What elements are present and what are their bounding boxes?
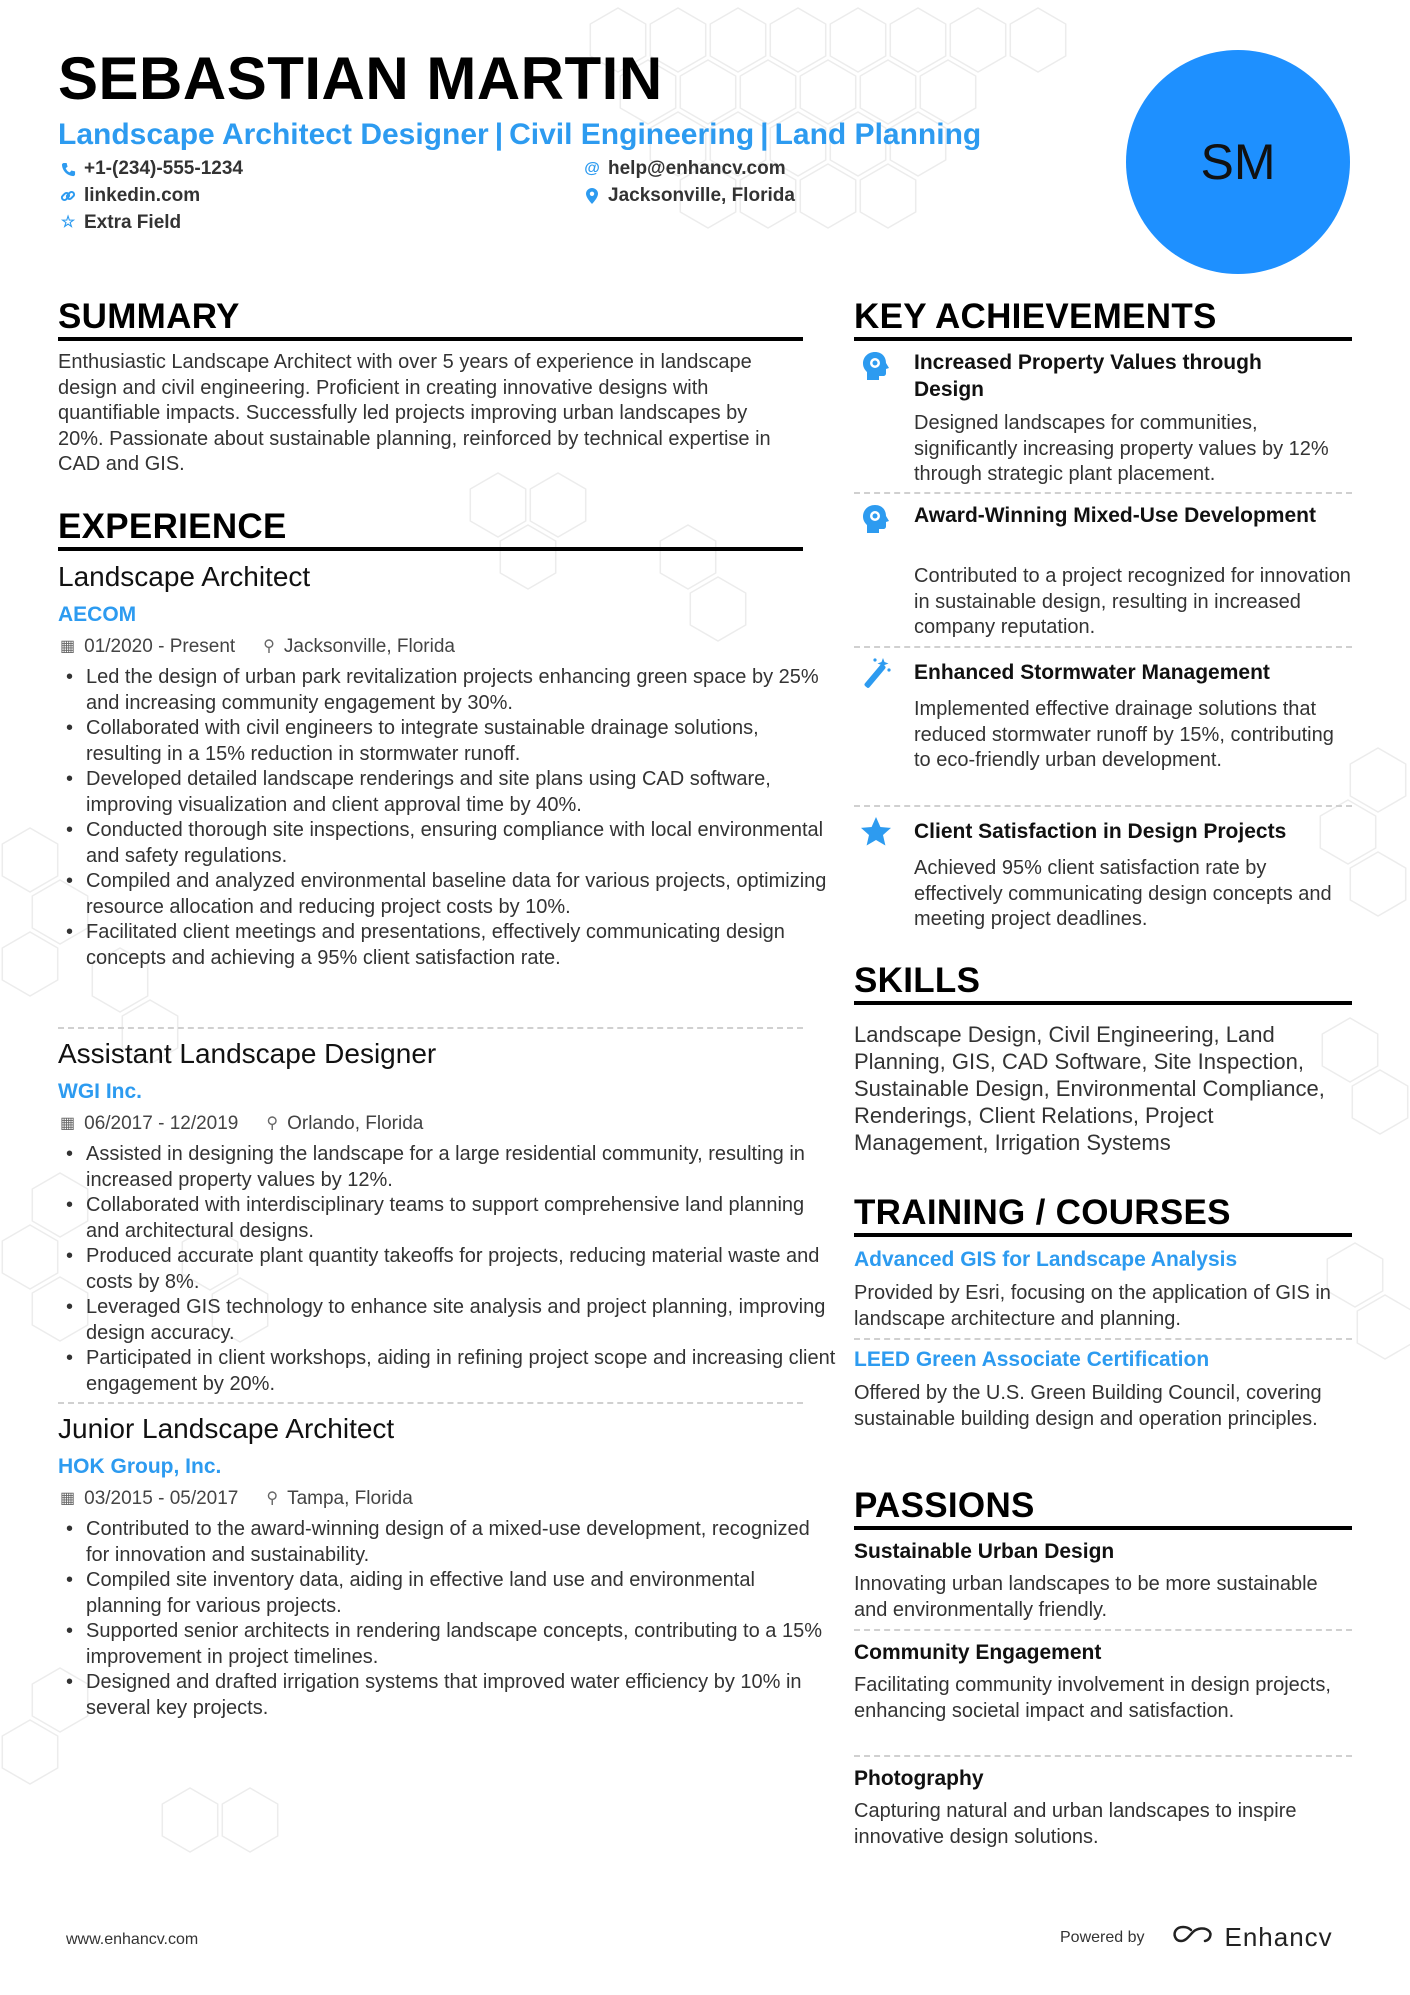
contact-extra (60, 211, 181, 235)
job-bullets (58, 1517, 836, 1721)
headline-role: Landscape Architect Designer (58, 118, 489, 151)
skills-heading: SKILLS (854, 961, 981, 1000)
job-bullets (58, 665, 836, 971)
entry-divider (854, 492, 1352, 494)
list-item: • Collaborated with interdisciplinary teams to support comprehensive land planning and architectural designs. (86, 1193, 836, 1244)
headline-field: Civil Engineering (509, 118, 755, 151)
passion-title: Sustainable Urban Design (854, 1540, 1115, 1563)
list-item: • Facilitated client meetings and presentations, effectively communicating design concepts and achieving a 95% client satisfaction rate. (86, 920, 836, 971)
job-bullets (58, 1142, 836, 1397)
extra-field-text: Extra Field (84, 212, 182, 233)
map-pin-icon: ⚲ (266, 1115, 279, 1132)
company-name[interactable]: HOK Group, Inc. (58, 1455, 222, 1478)
candidate-name: SEBASTIAN MARTIN (58, 45, 663, 112)
achievement-text: Contributed to a project recognized for innovation in sustainable design, resulting in increased company reputation. (914, 565, 1351, 638)
course-title[interactable]: LEED Green Associate Certification (854, 1348, 1210, 1371)
entry-divider (58, 1402, 803, 1404)
entry-divider (854, 1629, 1352, 1631)
footer-website[interactable]: www.enhancv.com (66, 1931, 199, 1948)
job-meta (60, 1112, 423, 1136)
summary-heading: SUMMARY (58, 297, 240, 336)
star-outline-icon: ☆ (60, 214, 76, 231)
phone-text: +1-(234)-555-1234 (84, 158, 243, 179)
headline-specialty: Land Planning (774, 118, 982, 151)
enhancv-brand-text: Enhancv (1224, 1922, 1333, 1952)
list-item: • Leveraged GIS technology to enhance site analysis and project planning, improving design accuracy. (86, 1295, 836, 1346)
link-icon (60, 188, 76, 204)
location-text: Jacksonville, Florida (608, 185, 795, 206)
calendar-icon: ▦ (60, 1115, 76, 1132)
map-pin-icon: ⚲ (266, 1490, 279, 1507)
map-pin-icon: ⚲ (263, 638, 275, 655)
star-icon (858, 814, 894, 850)
section-divider (58, 337, 803, 341)
list-item: • Compiled and analyzed environmental baseline data for various projects, optimizing resource allocation and reducing project costs by 10%. (86, 869, 836, 920)
linkedin-text: linkedin.com (84, 185, 201, 206)
list-item: • Supported senior architects in rendering landscape concepts, contributing to a 15% improvement in project timelines. (86, 1619, 836, 1670)
job-location: Jacksonville, Florida (283, 636, 455, 657)
list-item: • Produced accurate plant quantity takeoffs for projects, reducing material waste and costs by 8%. (86, 1244, 836, 1295)
job-dates: 03/2015 - 05/2017 (84, 1488, 239, 1509)
headline (58, 116, 981, 154)
achievement-text: Achieved 95% client satisfaction rate by effectively communicating design concepts and meeting project deadlines. (914, 857, 1332, 930)
list-item: • Led the design of urban park revitalization projects enhancing green space by 25% and increasing community engagement by 30%. (86, 665, 836, 716)
passion-description: Innovating urban landscapes to be more sustainable and environmentally friendly. (854, 1573, 1318, 1621)
list-item: • Developed detailed landscape renderings and site plans using CAD software, improving visualization and client approval time by 40%. (86, 767, 836, 818)
achievement-text: Designed landscapes for communities, significantly increasing property values by 12% through strategic plant placement. (914, 412, 1329, 485)
course-title[interactable]: Advanced GIS for Landscape Analysis (854, 1248, 1238, 1271)
company-name[interactable]: AECOM (58, 603, 137, 626)
calendar-icon: ▦ (60, 1490, 76, 1507)
entry-divider (854, 1338, 1352, 1340)
entry-divider (854, 646, 1352, 648)
list-item: • Collaborated with civil engineers to integrate sustainable drainage solutions, resulting in a 15% reduction in stormwater runoff. (86, 716, 836, 767)
course-description: Offered by the U.S. Green Building Council, covering sustainable building design and operation principles. (854, 1382, 1322, 1430)
phone-icon (60, 162, 76, 177)
entry-divider (854, 805, 1352, 807)
avatar-initials: SM (1200, 134, 1276, 190)
job-meta (60, 635, 455, 659)
achievement-title: Client Satisfaction in Design Projects (914, 820, 1287, 843)
map-pin-icon (584, 188, 600, 204)
summary-text: Enthusiastic Landscape Architect with over 5 years of experience in landscape design and civil engineering. Proficient in creating innovative designs with quantifiable impacts. Successfully led projects improving urban landscapes by 20%. Passionate about sustainable planning, reinforced by technical expertise in CAD and GIS. (58, 351, 771, 475)
achievements-heading: KEY ACHIEVEMENTS (854, 297, 1217, 336)
contact-location (584, 184, 795, 208)
entry-divider (58, 1027, 803, 1029)
section-divider (58, 547, 803, 551)
powered-by-label: Powered by (1060, 1928, 1145, 1946)
list-item: • Participated in client workshops, aiding in refining project scope and increasing client engagement by 20%. (86, 1346, 836, 1397)
company-name[interactable]: WGI Inc. (58, 1080, 142, 1103)
achievement-text: Implemented effective drainage solutions that reduced stormwater runoff by 15%, contributing to eco-friendly urban development. (914, 698, 1334, 771)
contact-email[interactable] (584, 157, 786, 181)
contact-phone[interactable] (60, 157, 243, 181)
magic-wand-icon (858, 655, 894, 691)
calendar-icon: ▦ (60, 638, 76, 655)
entry-divider (854, 1755, 1352, 1757)
job-location: Tampa, Florida (287, 1488, 413, 1509)
enhancv-logo-icon (1171, 1924, 1215, 1951)
section-divider (854, 1233, 1352, 1237)
passion-description: Facilitating community involvement in design projects, enhancing societal impact and satisfaction. (854, 1674, 1331, 1722)
passion-title: Community Engagement (854, 1641, 1102, 1664)
job-dates: 06/2017 - 12/2019 (84, 1113, 239, 1134)
training-heading: TRAINING / COURSES (854, 1193, 1231, 1232)
section-divider (854, 1526, 1352, 1530)
section-divider (854, 337, 1352, 341)
list-item: • Compiled site inventory data, aiding in effective land use and environmental planning for various projects. (86, 1568, 836, 1619)
achievement-title: Enhanced Stormwater Management (914, 661, 1270, 684)
job-title: Junior Landscape Architect (58, 1413, 395, 1444)
job-title: Landscape Architect (58, 561, 311, 592)
passion-title: Photography (854, 1767, 984, 1790)
email-text: help@enhancv.com (608, 158, 786, 179)
list-item: • Designed and drafted irrigation systems that improved water efficiency by 10% in several key projects. (86, 1670, 836, 1721)
at-icon: @ (584, 160, 600, 177)
passions-heading: PASSIONS (854, 1486, 1035, 1525)
avatar (1126, 50, 1350, 274)
head-icon (858, 501, 894, 537)
list-item: • Contributed to the award-winning design of a mixed-use development, recognized for innovation and sustainability. (86, 1517, 836, 1568)
achievement-title: Increased Property Values through Design (914, 351, 1262, 401)
head-icon (858, 348, 894, 384)
course-description: Provided by Esri, focusing on the application of GIS in landscape architecture and planning. (854, 1282, 1331, 1330)
achievement-title: Award-Winning Mixed-Use Development (914, 504, 1316, 527)
skills-text: Landscape Design, Civil Engineering, Land Planning, GIS, CAD Software, Site Inspection, Sustainable Design, Environmental Compliance, Renderings, Client Relations, Project Management, Irrigation Systems (854, 1022, 1325, 1155)
list-item: • Assisted in designing the landscape for a large residential community, resulting in increased property values by 12%. (86, 1142, 836, 1193)
section-divider (854, 1001, 1352, 1005)
job-title: Assistant Landscape Designer (58, 1038, 437, 1069)
headline-separator: | (494, 118, 504, 151)
passion-description: Capturing natural and urban landscapes to inspire innovative design solutions. (854, 1800, 1297, 1848)
job-dates: 01/2020 - Present (84, 636, 236, 657)
headline-separator: | (760, 118, 769, 151)
list-item: • Conducted thorough site inspections, ensuring compliance with local environmental and safety regulations. (86, 818, 836, 869)
footer-branding[interactable] (1060, 1922, 1333, 1953)
job-location: Orlando, Florida (287, 1113, 424, 1134)
experience-heading: EXPERIENCE (58, 507, 287, 546)
job-meta (60, 1487, 413, 1511)
contact-linkedin[interactable] (60, 184, 200, 208)
